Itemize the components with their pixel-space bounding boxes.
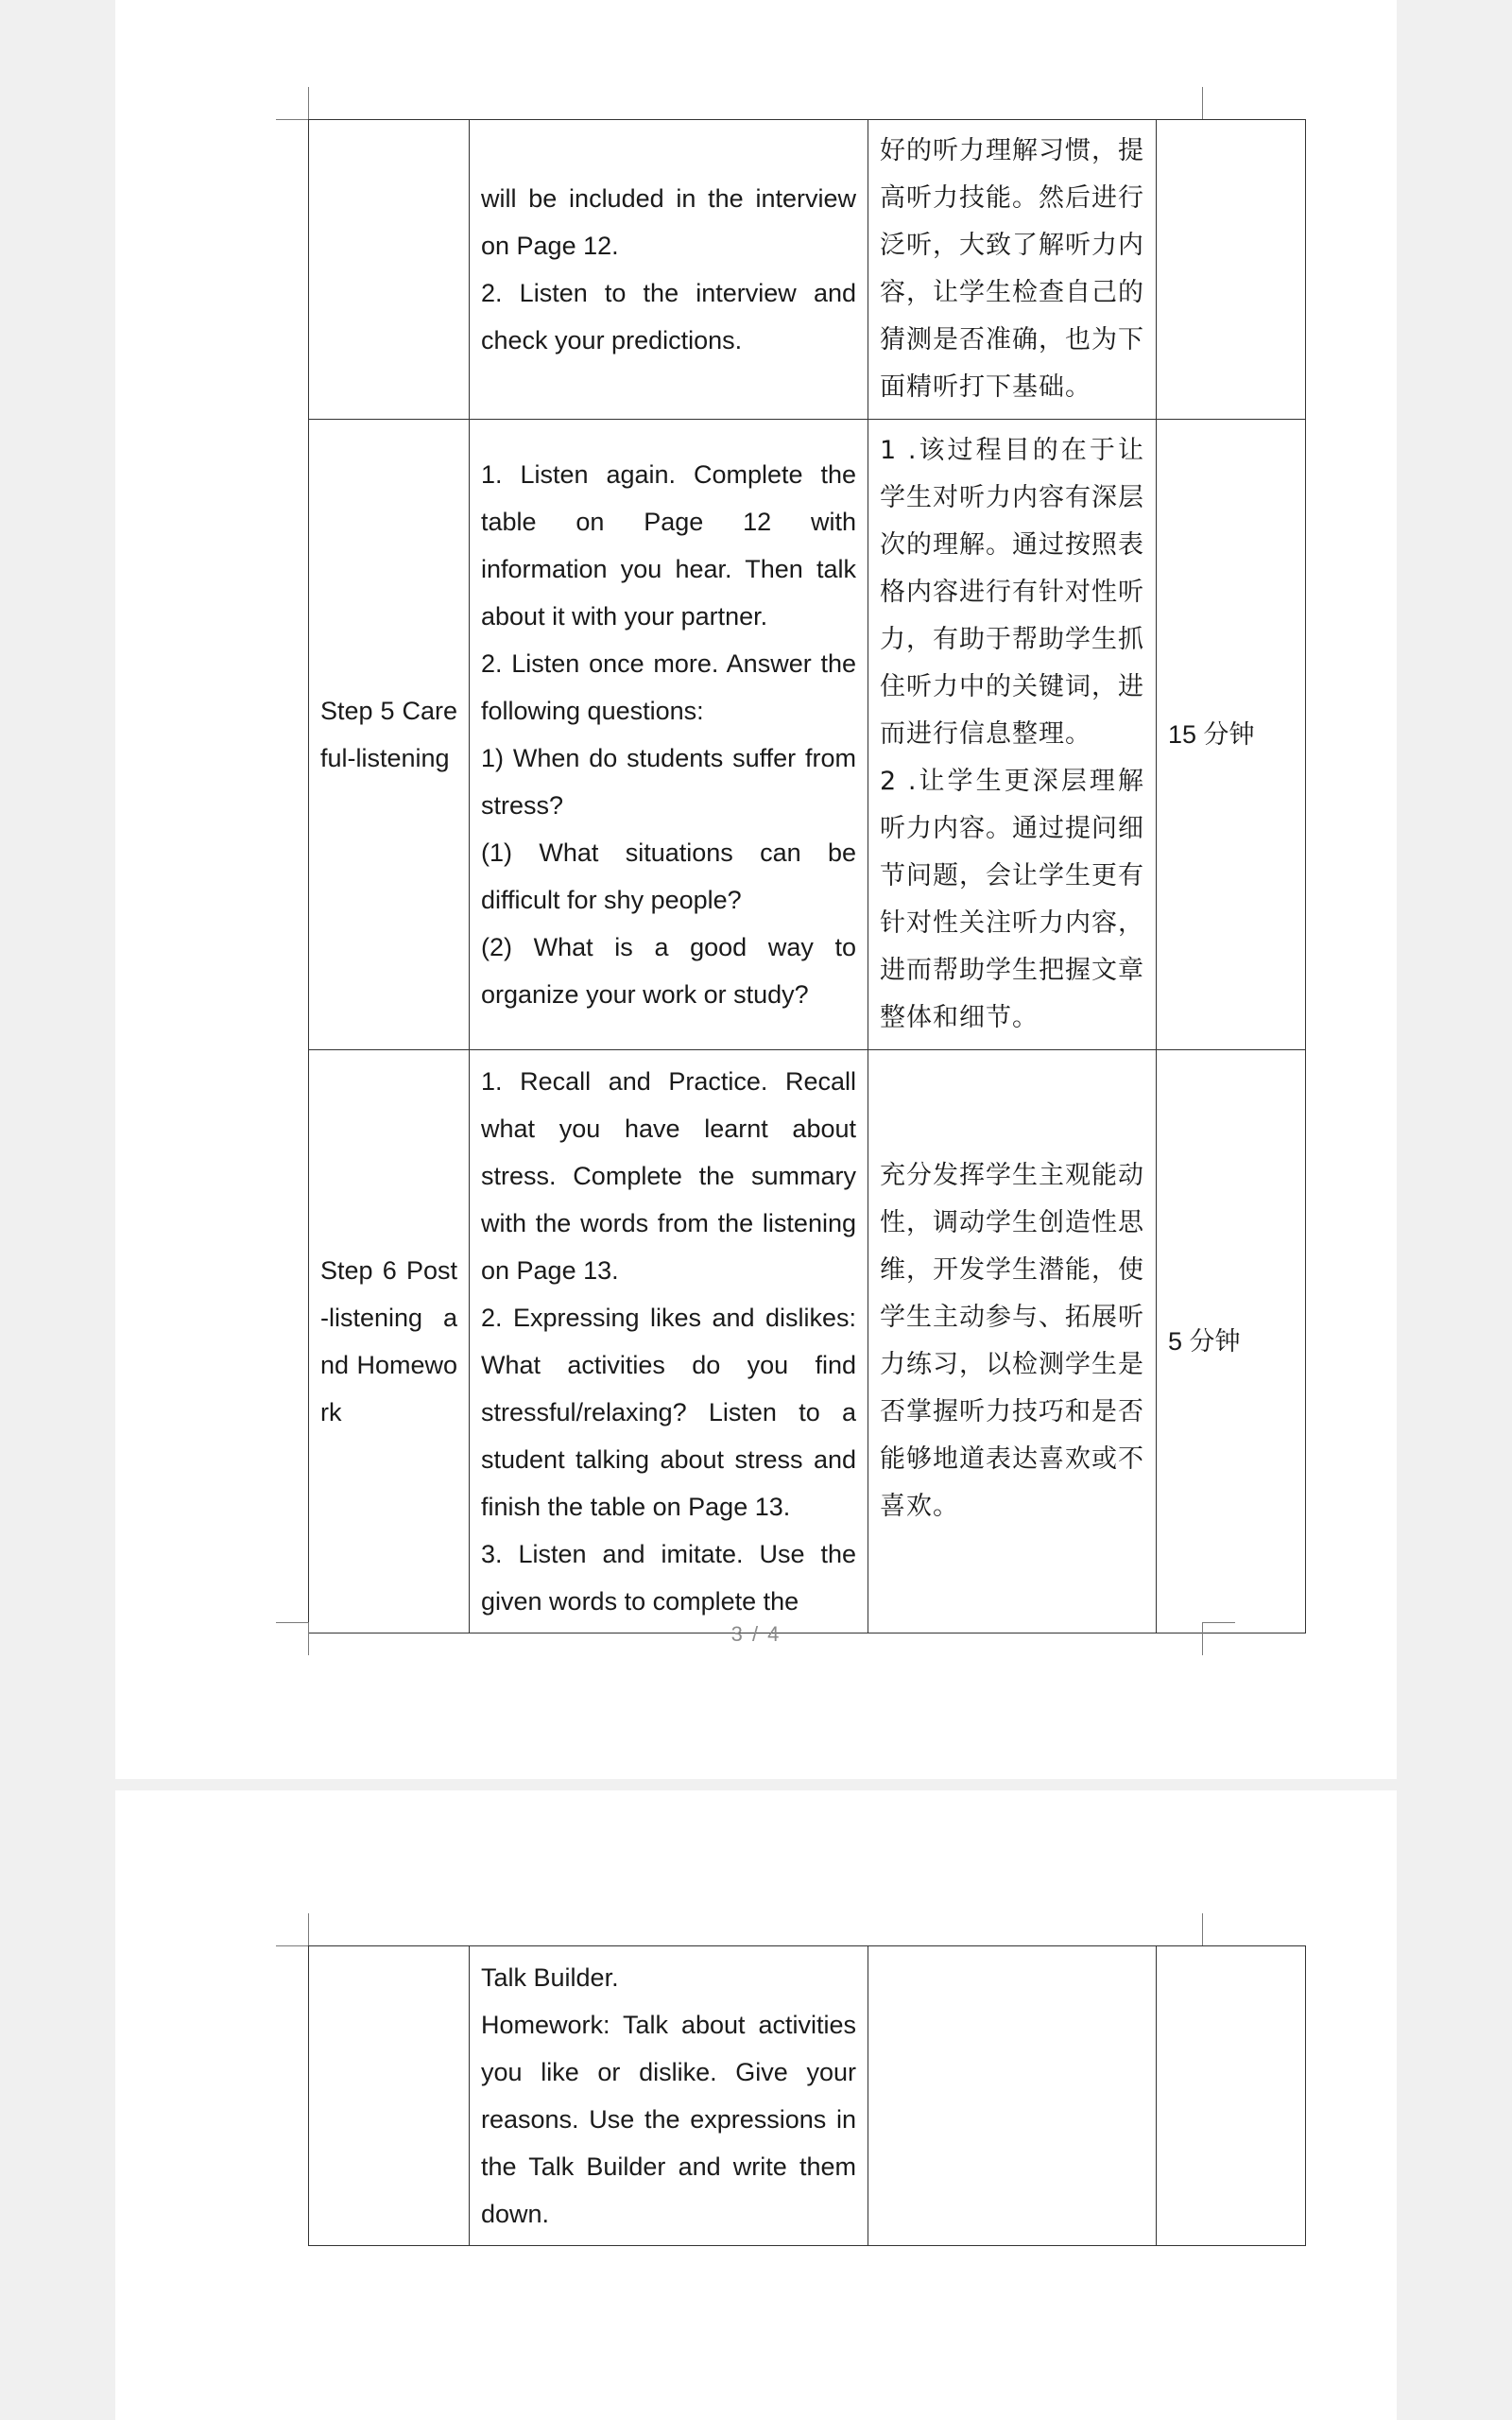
step-label: Step 5 Careful-listening (320, 697, 457, 772)
activity-paragraph: (1) What situations can be difficult for shy people? (481, 838, 856, 914)
time-cell (1157, 1946, 1306, 2246)
purpose-paragraph: 2 .让学生更深层理解听力内容。通过提问细节问题，会让学生更有针对性关注听力内容，进而帮助学生把握文章整体和细节。 (880, 767, 1144, 1032)
activity-paragraph: Talk Builder. (481, 1963, 619, 1992)
step-cell (309, 1050, 470, 1634)
purpose-paragraph: 1 .该过程目的在于让学生对听力内容有深层次的理解。通过按照表格内容进行有针对性听力，有助于帮助学生抓住听力中的关键词，进而进行信息整理。 (880, 436, 1144, 749)
step-label: Step 6 Post-listening and Homework (320, 1256, 457, 1426)
time-value: 15 分钟 (1168, 720, 1255, 749)
purpose-paragraph: 好的听力理解习惯，提高听力技能。然后进行泛听，大致了解听力内容，让学生检查自己的猜测是否准确，也为下面精听打下基础。 (880, 136, 1144, 402)
crop-mark-top-right (1202, 1913, 1235, 1946)
purpose-cell (868, 1050, 1157, 1634)
purpose-cell (868, 1946, 1157, 2246)
activity-paragraph: will be included in the interview on Page 12. (481, 184, 856, 260)
crop-mark-top-right (1202, 87, 1235, 120)
crop-mark-top-left (276, 1913, 309, 1946)
time-cell (1157, 420, 1306, 1050)
time-value: 5 分钟 (1168, 1327, 1241, 1356)
document-page-4 (115, 1790, 1397, 2420)
purpose-paragraph: 充分发挥学生主观能动性，调动学生创造性思维，开发学生潜能，使学生主动参与、拓展听力练习，以检测学生是否掌握听力技巧和是否能够地道表达喜欢或不喜欢。 (880, 1161, 1144, 1521)
step-cell (309, 120, 470, 420)
activity-cell (470, 420, 868, 1050)
activity-paragraph: 2. Listen to the interview and check your predictions. (481, 279, 856, 354)
table-row (309, 120, 1306, 420)
activity-cell (470, 1946, 868, 2246)
page-number: 3 / 4 (730, 1622, 782, 1646)
lesson-plan-table (308, 1945, 1306, 2246)
table-row (309, 1946, 1306, 2246)
activity-paragraph: (2) What is a good way to organize your work or study? (481, 933, 856, 1009)
activity-paragraph: 2. Expressing likes and dislikes: What activities do you find stressful/relaxing? Listen to a student talking about stress and finish the table on Page 13. (481, 1304, 856, 1521)
time-cell (1157, 1050, 1306, 1634)
activity-paragraph: Homework: Talk about activities you like or dislike. Give your reasons. Use the expressions in the Talk Builder and write them down. (481, 2011, 856, 2228)
lesson-plan-table (308, 119, 1306, 1634)
activity-cell (470, 120, 868, 420)
document-page-3 (115, 0, 1397, 1779)
purpose-cell (868, 120, 1157, 420)
table-row (309, 420, 1306, 1050)
activity-paragraph: 2. Listen once more. Answer the following questions: (481, 649, 856, 725)
activity-paragraph: 1. Listen again. Complete the table on Page 12 with information you hear. Then talk about it with your partner. (481, 460, 856, 631)
activity-paragraph: 1) When do students suffer from stress? (481, 744, 856, 820)
activity-paragraph: 1. Recall and Practice. Recall what you have learnt about stress. Complete the summary with the words from the listening on Page 13. (481, 1067, 856, 1285)
time-cell (1157, 120, 1306, 420)
activity-cell (470, 1050, 868, 1634)
purpose-cell (868, 420, 1157, 1050)
crop-mark-top-left (276, 87, 309, 120)
activity-paragraph: 3. Listen and imitate. Use the given words to complete the (481, 1540, 856, 1616)
table-row (309, 1050, 1306, 1634)
step-cell (309, 1946, 470, 2246)
step-cell (309, 420, 470, 1050)
